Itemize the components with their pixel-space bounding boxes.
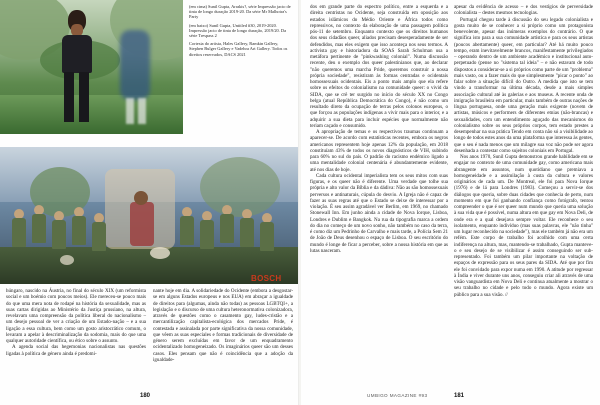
right-column-2 (454, 4, 593, 384)
paragraph: nante hoje em dia. A solidariedade do Ocidente (embora a desgostar-se em alguns Estados europeus e nos EUA) em abraçar a igualdade de direitos para (algumas, ainda não todas) as pessoas LGBTQI+, a legislação e o discurso de uma cultura heteronormativa colonizadora, através de questões como o casamento gay, ludes-cristão e a mercantilização capitalista-ecológica dos mercados Pride, é contestada e assinalada por parte significativa da nossa comunidade, que vêem as suas especiales e formas tradicionais de diversidade de género serem excluídas em favor de um enquadramento ocidentalizado homogeneizado. Os imaginários queer são um desses casos. Eles pensam que não é coincidência que a adoção da igualdade- (153, 288, 293, 363)
paragraph: Cada cultura ocidental imperialista tem os seus mitos com suas figuras, e os queer não é diferente. Uma verdade que tolhe sua própria e alto valor da Bíblia e da dádiva: Não as são homossexuais perversos e antinaturais, cúpula do desvio. A Igreja não é capaz de fazer as suas regras até que o Estado se deixe de interessar por a violação. É seu assim agradável ver Berlim, em 1969, no chamado Stonewall Inn. Em junho ainda a cidade de Nova Iorque, Lisboa, Londres e Dublim e Bangkok. Na rua da tipografia marca a ordem do dia no começo de um novo sonho, não também no caso da terra, é como diz um Pedrinho de Carvalho e mais tarde, a Polícia Sem 21 de João de Deus desenhou o espaço de Lisboa. O seu escritório do mundo é longe de ficar a perceber, sobre a nossa história em que as lutas nasceram. (310, 172, 448, 254)
paragraph: dos em grande parte do espectro político, entre a esquerda e a direita centristas no Ocidente, seja construída em oposição aos estados islâmicos do Médio Oriente e África todos como repressivos, no contexto da elaboração de uma passagem política pós-11 de setembro. Enquanto contexto que os direitos humanos dos seus cidadãos queer, aliados precisam desesperadamente de ser defendidos, mas eles exigem que isso aconteça nos seus termos. A activista gay e historiadora da SOAS Sarah Schulman usa a metáfora pertinente de "pinkwashing colonial". Numa discussão recente, deu o exemplo dos queer palestinianos que, ao declarar "não queremos uma marcha Pride, queremos construir a nossa própria sociedade", resistiram às formas centradas e ocidentais homossexuais ocidentais. Eis a ponto mais amplo que ela refere sobre os efeitos do colonialismo na comunidade queer: o vivid da SIDA, que se crê ter surgido no início do século XX no Congo belga (atual República Democrática do Congo), é não como um resultado direto da ocupação de terras pelos colonos europeus, o que forçou as populações indígenas a vivir mais para o interior, e a adquirir a sua dieta para incluir espécies que normalmente não teriam caçado e consumido. (310, 4, 448, 129)
credit-courtesy: Cortesia do artista, Hales Gallery, Ramkin Gallery, Stephen Bulger Gallery e Vadehra Art Gallery. Todos os direitos reservados, DACS 2021 (189, 41, 288, 57)
photo-soldiers-collage (0, 147, 298, 284)
credit-top: (em cima) Sunil Gupta, Arrakis?, série Impressão jacto de tinta de longo duração 2019-20. Da série Mr Malhotra's Party (189, 4, 291, 20)
page-number-right: 181 (454, 393, 465, 399)
right-page (301, 0, 600, 405)
right-column-1 (310, 4, 448, 384)
page-number-left: 180 (140, 393, 151, 399)
paragraph: húngaro, nascido na Áustria, no final do século XIX (um reformista social e um boémio com poucos meios). Ele mereceu-se pouco mais do que uma mera nota de rodapé na história da sexualidade, mas as suas cartas dirigidas ao Ministério da Justiça prussiano, na altura, revelavam uma compreensão da política liberal do nacionalismo – um desejo pessoal de ver a criação de um Estado-nação – e a sua ligação a essa cultura, bem como um gosto aristocrático comum, o levaram a apelar à descriminalização da sodomia, mais do que uma qualquer autoridade científica, ou ético sobre o assunto. (6, 288, 146, 344)
paragraph: A apropriação de temas e os respectivos traumas continuam a aparecer-se. De acordo com estatísticas recentes, embora os negros americanos representem hoje apenas 12% da população, em 2018 constituíam 43% de todos os novos diagnósticos de VIH, subindo para 60% no sul do país. O padrão do racismo endémico ligado a uma mentalidade colonial centenária é abundantemente evidente, até nos dias de hoje. (310, 129, 448, 173)
left-page (0, 0, 299, 405)
paragraph: Portugal chegou tarde à discussão do seu legado colonialista e gosta muito de se conhecer a si próprio como um protagonista benevolente, apesar das inúmeras exemplos do contrário. O que significa isto para a sua comunidade artística e para os seus artistas (poucos abertamente) queer, em particular? Até há muito pouco tempo, eram inevitavelmente brancos, manifestamente privilegiados – operando dentro de um ambiente académico e institucional auto-perpetuado (pense no "sistema tal ideia" – e não estavam de todo dispostos a considerar-se a si próprios como parte de um "problema" mais vasto, ou a fazer mais do que simplesmente "picar o ponto" ao falar sobre a situação difícil do Outro. A medida que isto se tem vindo a transformar na última década, desde a mais simples associação cultural até às galerias e aos museus. A recente onda de imigração brasileira em particular, mais também de outras nações de língua portuguesa, onde uma geração mais exigente (novem de artistas, músicos e performers de diferentes etnias (não-brancas) e sexualidades, com um entendimento aguçado das mecanismos do colonialismo sobre os seus próprios corpos, tem estado prestes a desempenhar na sua prática Tendo em conta não só a visibilidade ao longo de todos estes anos da uma plataforma que interessa às gentes, que o seu é nada menos que um milagre sua voz não pode ser agora desenhada a contestar como sujeitos coloniais em Portugal. (454, 16, 593, 154)
photo-woman-garden (0, 0, 183, 134)
photo-credits (189, 4, 293, 60)
paragraph: A agenda social das hegemonias nacionalistas nas questões ligadas à política de género ainda é predomi- (6, 344, 146, 357)
bosch-label: BOSCH (251, 274, 282, 283)
magazine-footer: UMBIGO MAGAZINE #93 (367, 393, 428, 398)
left-column-2 (153, 288, 293, 363)
paragraph: Nos anos 1970, Sunil Gupta demonstrou grande habilidade em se engajar no contexto de uma comunidade gay, como americana mais abrangente em assuntos, num quotidiano que premiava a homogeneidade e a assimilação à custa da cultura e valores originários de cada um. De Montreal, ele foi para Nova Iorque (1976) e de lá para Londres (1983). Começou a servir-se dos diálogos que queria, sobre duas cidades que conhecia de perto, num momento em que foi ganhando confiança como fotógrafo, tentou compreender o que é ser queer num mundo que queria uma solução à sua vida que é possível, numa altura em que gay em Nova Deli, de onde era e a qual desejava sempre voltar. Ele reconhece o seu isolamento, enquanto indivíduo (mas suas palavras, ele "não tinha" um lugar reconhecido na sociedade"), mas ele também já não era um refém. Este corpo de trabalho foi acolhido com uma certa indiferença na altura, mas, mantendo-se trabalhado, Gupta manteve-o e seu desejo de se visibilizar é assim conseguindo ser sub-representado. Foi também um pilar importante na voltação de espaços de expressão para os seus pares da SIDA. Até que por fim ele foi convidado para expor numa em 1990. A atitude por regressar à Índia e viver durante uns anos, conseguiu criar ali através de uma visão vanguardista em Nova Deli e continua atualmente a mostrar o seu trabalho no cidade e pelo todo o mundo. Agora existe um público para a sua visão. // (454, 154, 593, 298)
left-column-1 (6, 288, 146, 357)
paragraph: apesar da evidência de acesso – e dos vestígios de perversidade colonialista – destes mesmos tecnologias. (454, 4, 593, 17)
credit-bottom: (em baixo) Sunil Gupta, Untitled #30, 2019-2020. Impressão jacto de tinta de longo duração, 2019/20. Da série Trespass 2 (189, 22, 287, 39)
